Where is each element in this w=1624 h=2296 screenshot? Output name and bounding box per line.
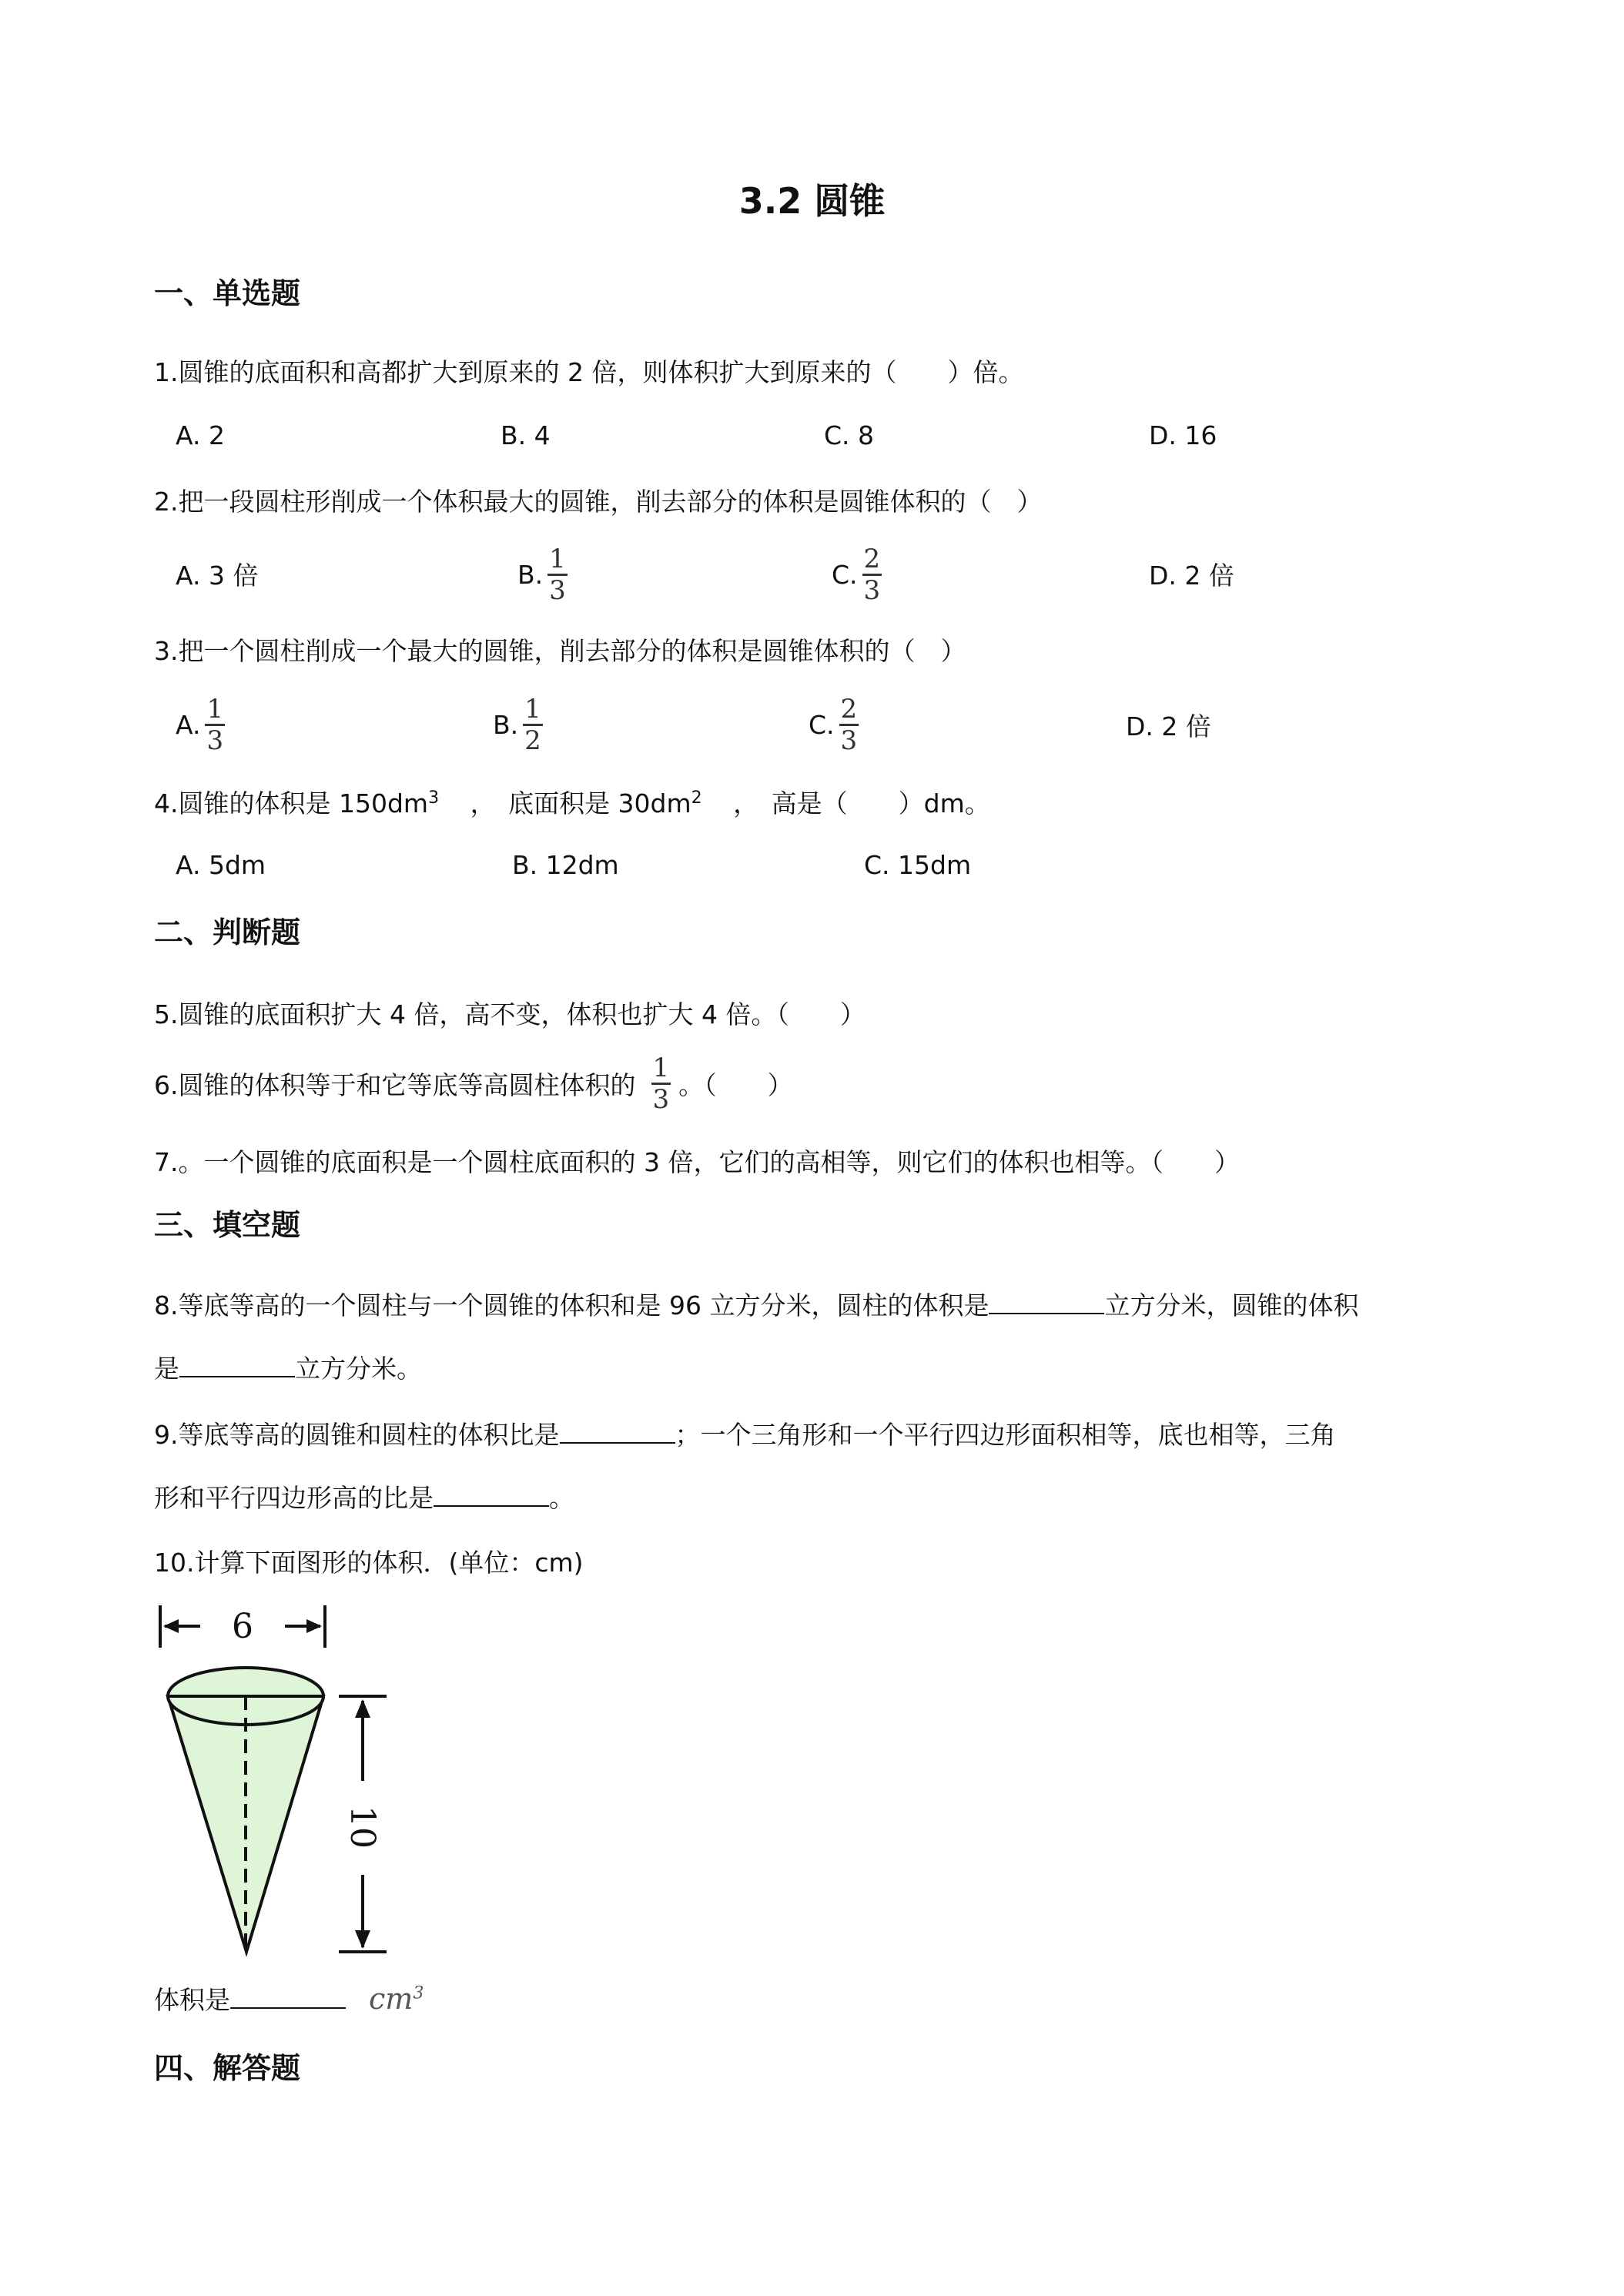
fraction-numerator: 1 — [206, 693, 224, 725]
fraction-denominator: 3 — [863, 574, 881, 606]
q1-option-b[interactable]: B. 4 — [501, 420, 551, 450]
q3-option-d[interactable]: D. 2 倍 — [1126, 711, 1211, 741]
question-5-text: 5.圆锥的底面积扩大 4 倍，高不变，体积也扩大 4 倍。（ ） — [154, 999, 866, 1029]
question-10-answer-line — [154, 1980, 424, 2017]
q1-option-d[interactable]: D. 16 — [1149, 420, 1217, 450]
fraction-denominator: 3 — [652, 1083, 670, 1115]
question-9-line-1 — [154, 1415, 1336, 1451]
q8-part-2: 立方分米，圆锥的体积 — [1104, 1290, 1359, 1320]
q9-line-2a: 形和平行四边形高的比是 — [154, 1483, 434, 1513]
question-1-text: 1.圆锥的底面积和高都扩大到原来的 2 倍，则体积扩大到原来的（ ）倍。 — [154, 357, 1024, 387]
q3-option-b-label: B. — [493, 709, 519, 740]
fraction-denominator: 3 — [206, 725, 224, 756]
fraction-denominator: 3 — [549, 574, 566, 606]
q4-part-1: 4.圆锥的体积是 150dm — [154, 788, 429, 818]
q10-answer-prefix: 体积是 — [154, 1985, 230, 2015]
q3-option-c-label: C. — [809, 709, 835, 740]
q10-unit-text: cm — [369, 1982, 414, 2016]
q3-option-c[interactable] — [809, 689, 859, 760]
height-label: 10 — [343, 1806, 382, 1849]
question-9-line-2 — [154, 1478, 574, 1514]
q4-part-3: ， 高是（ ）dm。 — [733, 788, 990, 818]
q4-part-2: ， 底面积是 30dm — [470, 788, 691, 818]
fraction-denominator: 3 — [840, 725, 858, 756]
q10-unit-superscript: 3 — [413, 1983, 424, 2003]
fraction-numerator: 2 — [840, 693, 858, 725]
q3-option-a-fraction — [205, 693, 225, 756]
q4-superscript-1: 3 — [428, 788, 440, 808]
section-heading-solve: 四、解答题 — [154, 2051, 301, 2085]
question-3-text: 3.把一个圆柱削成一个最大的圆锥，削去部分的体积是圆锥体积的（ ） — [154, 636, 966, 666]
q10-blank[interactable] — [230, 1984, 346, 2009]
q8-part-1: 8.等底等高的一个圆柱与一个圆锥的体积和是 96 立方分米，圆柱的体积是 — [154, 1290, 989, 1320]
q3-option-a[interactable] — [176, 689, 225, 760]
section-heading-true-false: 二、判断题 — [154, 915, 301, 949]
question-8-line-1 — [154, 1286, 1358, 1322]
q6-tail: 。（ ） — [678, 1069, 793, 1100]
q4-option-b[interactable]: B. 12dm — [512, 850, 619, 880]
q2-option-b-label: B. — [517, 559, 544, 590]
fraction-numerator: 1 — [549, 543, 566, 574]
q8-line-2b: 立方分米。 — [295, 1354, 422, 1384]
question-7-text: 7.。一个圆锥的底面积是一个圆柱底面积的 3 倍，它们的高相等，则它们的体积也相等。（ ） — [154, 1147, 1240, 1177]
q6-fraction — [651, 1052, 671, 1115]
q4-superscript-2: 2 — [691, 788, 702, 808]
q9-line-2b: 。 — [549, 1483, 574, 1513]
q8-blank-1[interactable] — [989, 1290, 1104, 1314]
question-6-text — [154, 1049, 793, 1118]
q2-option-b-fraction — [547, 543, 568, 606]
q10-unit — [369, 1982, 424, 2016]
q2-option-d[interactable]: D. 2 倍 — [1149, 561, 1234, 591]
q9-part-2: ；一个三角形和一个平行四边形面积相等，底也相等，三角 — [675, 1420, 1336, 1450]
fraction-numerator: 1 — [652, 1052, 670, 1083]
cone-figure — [146, 1598, 408, 1967]
section-heading-fill-blank: 三、填空题 — [154, 1208, 301, 1242]
q6-text: 6.圆锥的体积等于和它等底等高圆柱体积的 — [154, 1069, 636, 1100]
diameter-label: 6 — [232, 1607, 253, 1646]
q3-option-b-fraction — [523, 693, 543, 756]
section-heading-single-choice: 一、单选题 — [154, 276, 301, 310]
q4-option-a[interactable]: A. 5dm — [176, 850, 266, 880]
q2-option-c[interactable] — [832, 539, 882, 610]
q2-option-c-label: C. — [832, 559, 858, 590]
q3-option-a-label: A. — [176, 709, 201, 740]
q1-option-c[interactable]: C. 8 — [824, 420, 875, 450]
question-2-text: 2.把一段圆柱形削成一个体积最大的圆锥，削去部分的体积是圆锥体积的（ ） — [154, 487, 1043, 517]
q9-part-1: 9.等底等高的圆锥和圆柱的体积比是 — [154, 1420, 560, 1450]
q9-blank-1[interactable] — [560, 1419, 675, 1444]
page-title: 3.2 圆锥 — [738, 180, 886, 222]
fraction-numerator: 2 — [863, 543, 881, 574]
q2-option-c-fraction — [862, 543, 882, 606]
question-4-text — [154, 784, 990, 820]
fraction-denominator: 2 — [524, 725, 541, 756]
fraction-numerator: 1 — [524, 693, 541, 725]
question-10-text: 10.计算下面图形的体积．(单位：cm) — [154, 1548, 584, 1578]
q8-line-2a: 是 — [154, 1354, 179, 1384]
q8-blank-2[interactable] — [179, 1353, 295, 1377]
q4-option-c[interactable]: C. 15dm — [864, 850, 972, 880]
q3-option-c-fraction — [839, 693, 859, 756]
q2-option-b[interactable] — [517, 539, 568, 610]
q1-option-a[interactable]: A. 2 — [176, 420, 225, 450]
q3-option-b[interactable] — [493, 689, 543, 760]
question-8-line-2 — [154, 1349, 422, 1385]
q9-blank-2[interactable] — [434, 1482, 549, 1507]
q2-option-a[interactable]: A. 3 倍 — [176, 561, 259, 591]
